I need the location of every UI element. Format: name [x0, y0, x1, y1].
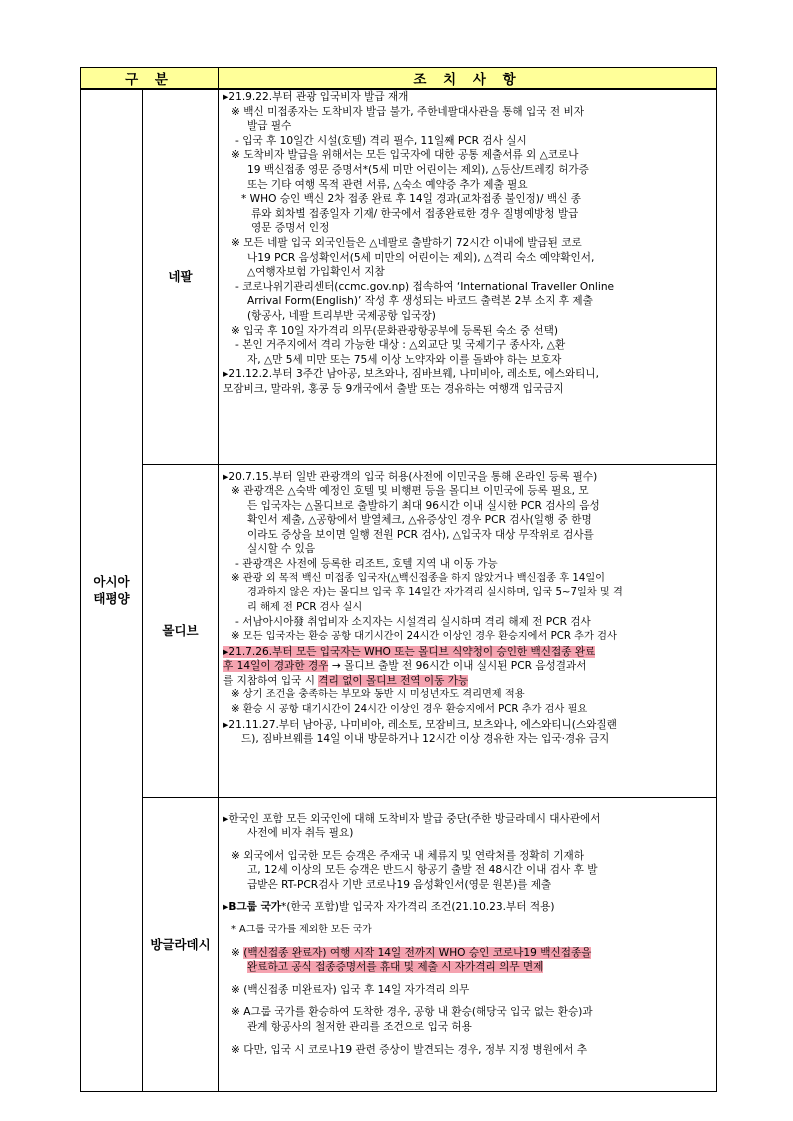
text-line: ▸21.12.2.부터 3주간 남아공, 보츠와나, 짐바브웨, 나미비아, 레소토, 에스와티니,: [223, 368, 599, 381]
highlight-text: 격리 없이 몰디브 전역 이동 가능: [318, 674, 469, 687]
text-line: 리 해제 전 PCR 검사 실시: [247, 601, 363, 613]
text-line: [219, 960, 716, 975]
text-line: [219, 659, 716, 674]
highlight-text: ▸21.7.26.부터 모든 입국자는 WHO 또는 몰디브 식약청이 승인한 백신접종 완료: [223, 645, 596, 658]
text-line: 발급 필수: [247, 120, 292, 133]
nepal-measures: [219, 89, 717, 464]
text-line: [219, 900, 716, 915]
header-measures: 조 치 사 항: [219, 68, 717, 90]
text-line: - 관광객은 사전에 등록한 리조트, 호텔 지역 내 이동 가능: [235, 558, 498, 571]
text-line: [219, 674, 716, 689]
country-bangladesh: 방글라데시: [143, 797, 219, 1091]
text-line: [219, 946, 716, 961]
row-nepal: [81, 89, 717, 464]
text-line: 영문 증명서 인정: [251, 222, 330, 235]
bold-text: B그룹 국가: [228, 901, 282, 914]
highlight-text: (백신접종 완료자) 여행 시작 14일 전까지 WHO 승인 코로나19 백신접종을: [243, 946, 592, 959]
text-line: ※ 백신 미접종자는 도착비자 발급 불가, 주한네팔대사관을 통해 입국 전 비자: [231, 105, 584, 118]
text-line: 급받은 RT-PCR검사 기반 코로나19 음성확인서(영문 원본)를 제출: [247, 878, 552, 891]
text-line: 경과하지 않은 자)는 몰디브 입국 후 14일간 자가격리 실시하며, 입국 5~7일차 및 격: [247, 587, 623, 599]
text-line: 고, 12세 이상의 모든 승객은 반드시 항공기 출발 전 48시간 이내 검사 후 발: [247, 864, 598, 877]
text-line: [219, 645, 716, 660]
text-line: (항공사, 네팔 트리부반 국제공항 입국장): [247, 309, 436, 322]
text-line: ▸21.11.27.부터 남아공, 나미비아, 레소토, 모잠비크, 보츠와나, 에스와티니(스와질랜: [223, 718, 617, 731]
text-line: 드), 짐바브웨를 14일 이내 방문하거나 12시간 이상 경유한 자는 입국·경유 금지: [241, 733, 610, 746]
text-line: ※ 모든 네팔 입국 외국인들은 △네팔로 출발하기 72시간 이내에 발급된 코로: [231, 236, 582, 249]
highlight-text: 후 14일이 경과한 경우: [223, 660, 329, 673]
text-line: - 본인 거주지에서 격리 가능한 대상 : △외교단 및 국제기구 종사자, △환: [235, 339, 566, 352]
text-line: 19 백신접종 영문 증명서*(5세 미만 어린이는 제외), △등산/트레킹 허가증: [247, 163, 589, 176]
bangladesh-measures: [219, 797, 717, 1091]
header-category: 구 분: [81, 68, 219, 90]
text-line: ※ 상기 조건을 충족하는 부모와 동반 시 미성년자도 격리면제 적용: [231, 689, 525, 701]
text-line: 관계 항공사의 철저한 관리를 조건으로 입국 허용: [247, 1021, 472, 1034]
text-line: 자, △만 5세 미만 또는 75세 이상 노약자와 이를 돌봐야 하는 보호자: [247, 353, 562, 366]
text-line: ▸한국인 포함 모든 외국인에 대해 도착비자 발급 중단(주한 방글라데시 대사관에서: [223, 812, 601, 825]
text-line: - 입국 후 10일간 시설(호텔) 격리 필수, 11일째 PCR 검사 실시: [235, 134, 527, 147]
text-line: ※ (백신접종 미완료자) 입국 후 14일 자가격리 의무: [231, 983, 470, 996]
text-line: - 코로나위기관리센터(ccmc.gov.np) 접속하여 ‘International Traveller Online: [235, 280, 615, 293]
text-line: ▸20.7.15.부터 일반 관광객의 입국 허용(사전에 이민국을 통해 온라인 등록 필수): [223, 470, 598, 483]
text-line: - 서남아시아發 취업비자 소지자는 시설격리 실시하며 격리 해제 전 PCR 검사: [235, 616, 591, 629]
text-line: 이라도 증상을 보이면 일행 전원 PCR 검사), △입국자 대상 무작위로 검사를: [247, 528, 594, 541]
text-line: 모잠비크, 말라위, 홍콩 등 9개국에서 출발 또는 경유하는 여행객 입국금지: [223, 382, 564, 395]
text-segment: ※: [231, 946, 244, 959]
text-line: 사전에 비자 취득 필요): [247, 827, 354, 840]
bullet-marker: ▸: [223, 901, 229, 914]
row-maldives: [81, 464, 717, 797]
text-segment: → 몰디브 출발 전 96시간 이내 실시된 PCR 음성결과서: [328, 660, 587, 673]
text-line: Arrival Form(English)’ 작성 후 생성되는 바코드 출력본 2부 소지 후 제출: [247, 295, 593, 308]
country-nepal: 네팔: [143, 89, 219, 464]
region-cell: [81, 89, 143, 1091]
text-line: ※ 관광객은 △숙박 예정인 호텔 및 비행편 등을 몰디브 이민국에 등록 필요, 모: [231, 485, 589, 498]
text-line: 든 입국자는 △몰디브로 출발하기 최대 96시간 이내 실시한 PCR 검사의 음성: [247, 499, 600, 512]
maldives-measures: [219, 464, 717, 797]
text-line: 류와 회차별 접종일자 기재/ 한국에서 접종완료한 경우 질병예방청 발급: [251, 207, 579, 220]
text-line: ※ 외국에서 입국한 모든 승객은 주재국 내 체류지 및 연락처를 정확히 기재하: [231, 849, 584, 862]
text-line: ※ 도착비자 발급을 위해서는 모든 입국자에 대한 공통 제출서류 외 △코로나: [231, 149, 579, 162]
text-line: * A그룹 국가를 제외한 모든 국가: [231, 924, 372, 936]
text-line: ※ 모든 입국자는 환승 공항 대기시간이 24시간 이상인 경우 환승지에서 PCR 추가 검사: [231, 631, 617, 643]
text-line: △여행자보험 가입확인서 지참: [247, 266, 385, 279]
text-line: ※ 관광 외 목적 백신 미접종 입국자(△백신접종을 하지 않았거나 백신접종 후 14일이: [231, 572, 606, 584]
row-bangladesh: [81, 797, 717, 1091]
text-line: ▸21.9.22.부터 관광 입국비자 발급 재개: [223, 91, 409, 103]
text-line: ※ 입국 후 10일 자가격리 의무(문화관광항공부에 등록된 숙소 중 선택): [231, 324, 559, 337]
text-line: * WHO 승인 백신 2차 접종 완료 후 14일 경과(교차접종 불인정)/ 백신 종: [241, 193, 581, 206]
text-line: ※ A그룹 국가를 환승하여 도착한 경우, 공항 내 환승(해당국 입국 없는 환승)과: [231, 1006, 593, 1019]
table-header-row: [81, 68, 717, 90]
text-segment: 를 지참하여 입국 시: [223, 674, 319, 687]
text-line: 실시할 수 있음: [247, 543, 316, 556]
text-line: ※ 환승 시 공항 대기시간이 24시간 이상인 경우 환승지에서 PCR 추가 검사 필요: [231, 704, 588, 715]
text-line: 또는 기타 여행 목적 관련 서류, △숙소 예약증 추가 제출 필요: [247, 178, 528, 191]
country-maldives: 몰디브: [143, 464, 219, 797]
text-line: ※ 다만, 입국 시 코로나19 관련 증상이 발견되는 경우, 정부 지정 병원에서 추: [231, 1043, 588, 1056]
highlight-text: 완료하고 공식 접종증명서를 휴대 및 제출 시 자가격리 의무 면제: [247, 961, 544, 974]
text-segment: *(한국 포함)발 입국자 자가격리 조건(21.10.23.부터 적용): [281, 901, 555, 914]
text-line: 나19 PCR 음성확인서(5세 미만의 어린이는 제외), △격리 숙소 예약확인서,: [247, 251, 595, 264]
measures-table: [80, 67, 717, 1092]
region-label: 아시아 태평양: [93, 574, 130, 607]
text-line: 확인서 제출, △공항에서 발열체크, △유증상인 경우 PCR 검사(일행 중 한명: [247, 514, 592, 527]
